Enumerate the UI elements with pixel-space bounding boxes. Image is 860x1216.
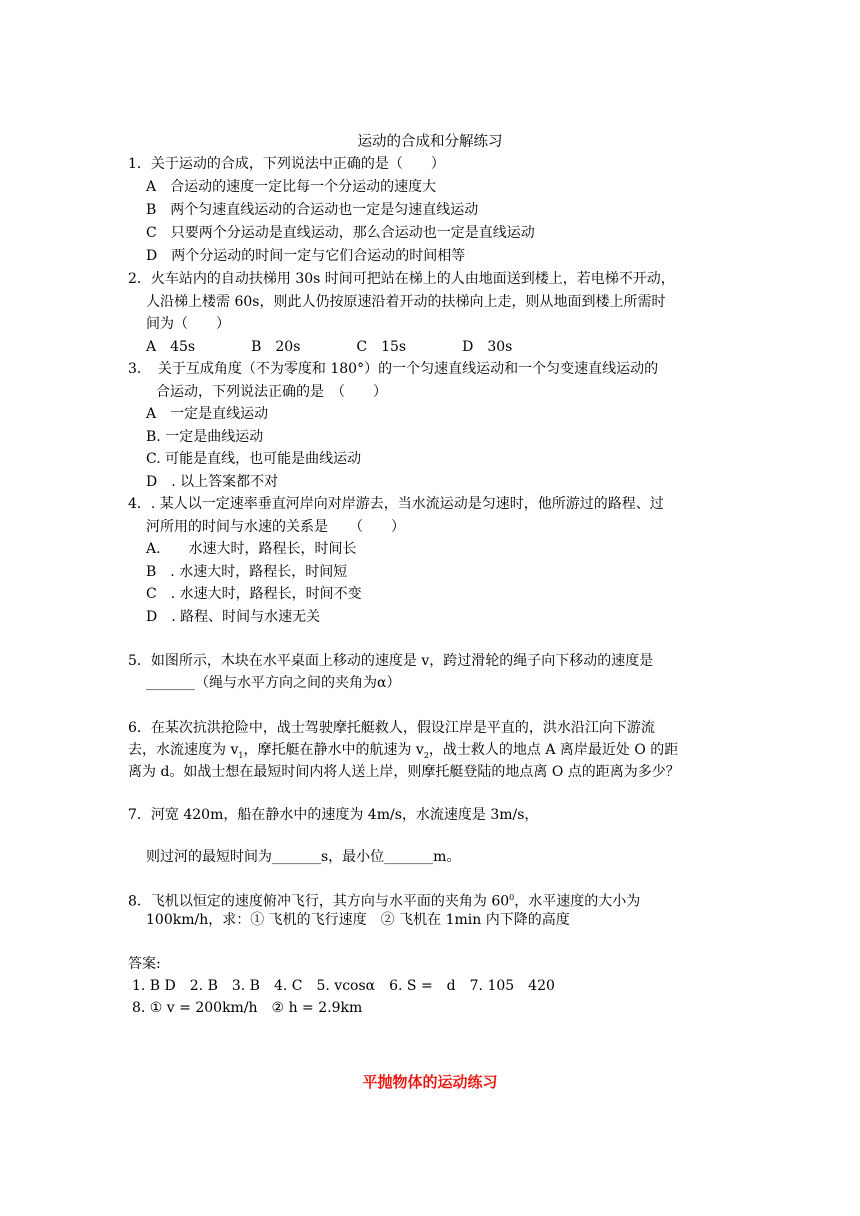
question-4-line-1: 4．. 某人以一定速率垂直河岸向对岸游去，当水流运动是匀速时，他所游过的路程、过 bbox=[128, 496, 664, 512]
question-2-options: A 45s B 20s C 15s D 30s bbox=[146, 339, 513, 355]
question-3-option-d: D . 以上答案都不对 bbox=[146, 474, 279, 490]
question-3-line-1: 3． 关于互成角度（不为零度和 180°）的一个匀速直线运动和一个匀变速直线运动的 bbox=[128, 361, 659, 377]
question-1-option-d: D 两个分运动的时间一定与它们合运动的时间相等 bbox=[146, 248, 466, 264]
next-section-title: 平抛物体的运动练习 bbox=[362, 1073, 498, 1091]
question-1-stem: 1．关于运动的合成，下列说法中正确的是（ ） bbox=[128, 156, 445, 172]
question-6-line-3: 离为 d。如战士想在最短时间内将人送上岸，则摩托艇登陆的地点离 O 点的距离为多少？ bbox=[128, 764, 680, 780]
question-6-line-1: 6．在某次抗洪抢险中，战士驾驶摩托艇救人，假设江岸是平直的，洪水沿江向下游流 bbox=[128, 720, 655, 736]
question-2-line-1: 2．火车站内的自动扶梯用 30s 时间可把站在梯上的人由地面送到楼上，若电梯不开动， bbox=[128, 271, 675, 287]
question-4-line-2: 河所用的时间与水速的关系是 （ ） bbox=[146, 519, 405, 535]
answers-label: 答案: bbox=[128, 956, 161, 972]
question-4-option-c: C . 水速大时，路程长，时间不变 bbox=[146, 586, 362, 602]
question-4-option-b: B . 水速大时，路程长，时间短 bbox=[146, 564, 348, 580]
question-1-option-b: B 两个匀速直线运动的合运动也一定是匀速直线运动 bbox=[146, 202, 479, 218]
question-4-option-a: A. 水速大时，路程长，时间长 bbox=[146, 541, 357, 557]
question-2-line-2: 人沿梯上楼需 60s，则此人仍按原速沿着开动的扶梯向上走，则从地面到楼上所需时 bbox=[146, 294, 666, 310]
question-1-option-a: A 合运动的速度一定比每一个分运动的速度大 bbox=[146, 179, 437, 195]
question-5-line-1: 5．如图所示，木块在水平桌面上移动的速度是 v，跨过滑轮的绳子向下移动的速度是 bbox=[128, 653, 654, 669]
question-8-line-2: 100km/h，求：① 飞机的飞行速度 ② 飞机在 1min 内下降的高度 bbox=[146, 912, 570, 928]
page-title: 运动的合成和分解练习 bbox=[357, 134, 503, 150]
question-3-line-2: 合运动，下列说法正确的是 （ ） bbox=[156, 384, 387, 400]
question-2-line-3: 间为（ ） bbox=[146, 316, 230, 332]
question-8-line-1: 8．飞机以恒定的速度俯冲飞行，其方向与水平面的夹角为 $60^0$，水平速度的大小为 bbox=[128, 893, 641, 910]
question-1-option-c: C 只要两个分运动是直线运动，那么合运动也一定是直线运动 bbox=[146, 225, 535, 241]
question-7-line-2: 则过河的最短时间为_______s，最小位_______m。 bbox=[146, 849, 461, 865]
question-3-option-b: B. 一定是曲线运动 bbox=[146, 429, 264, 445]
question-7-line-1: 7．河宽 420m，船在静水中的速度为 4m/s，水流速度是 3m/s， bbox=[128, 807, 539, 823]
answers-line-2: 8. ① v = 200km/h ② h = 2.9km bbox=[132, 1000, 363, 1016]
question-4-option-d: D . 路程、时间与水速无关 bbox=[146, 609, 321, 625]
question-5-line-2: _______（绳与水平方向之间的夹角为α） bbox=[146, 675, 401, 691]
question-6-line-2: 去，水流速度为 $v_1$，摩托艇在静水中的航速为 $v_2$，战士救人的地点 A 离岸最近处 O 的距 bbox=[128, 742, 679, 760]
answers-line-1: 1. B D 2. B 3. B 4. C 5. vcosα 6. S = d 7. 105 420 bbox=[132, 978, 555, 994]
question-3-option-c: C. 可能是直线，也可能是曲线运动 bbox=[146, 451, 362, 467]
question-3-option-a: A 一定是直线运动 bbox=[146, 406, 269, 422]
